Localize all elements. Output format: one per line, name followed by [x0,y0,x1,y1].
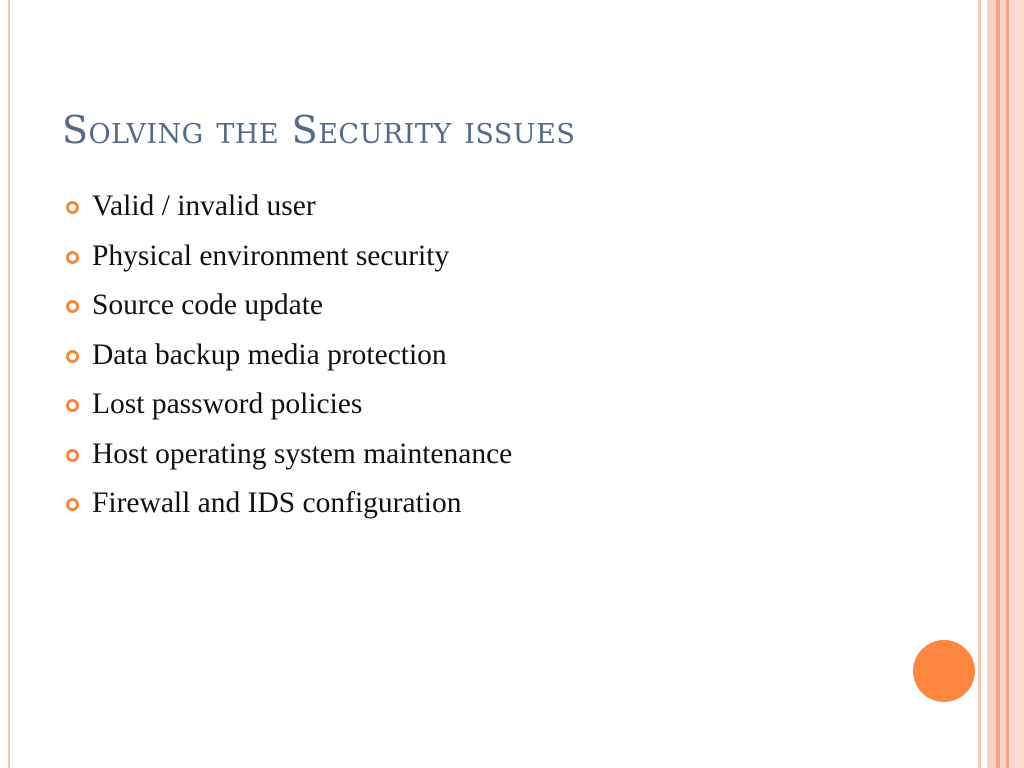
bullet-text: Physical environment security [92,239,450,272]
bullet-text: Data backup media protection [92,338,447,371]
right-stripe [978,0,981,768]
bullet-ring-icon [66,399,79,412]
bullet-ring-icon [66,449,79,462]
bullet-ring-icon [66,201,79,214]
bullet-text: Valid / invalid user [92,190,316,222]
right-stripe [1009,0,1024,768]
slide-title: Solving the Security issues [62,108,576,152]
bullet-ring-icon [66,300,79,313]
accent-circle [913,640,975,702]
bullet-ring-icon [66,498,79,511]
bullet-ring-icon [66,350,79,363]
bullet-text: Source code update [92,289,323,321]
bullet-text: Firewall and IDS configuration [92,487,462,519]
bullet-text: Lost password policies [92,388,363,420]
bullet-text: Host operating system maintenance [92,437,513,470]
right-stripe [987,0,996,768]
bullet-ring-icon [66,251,79,264]
left-border-line [8,0,10,768]
